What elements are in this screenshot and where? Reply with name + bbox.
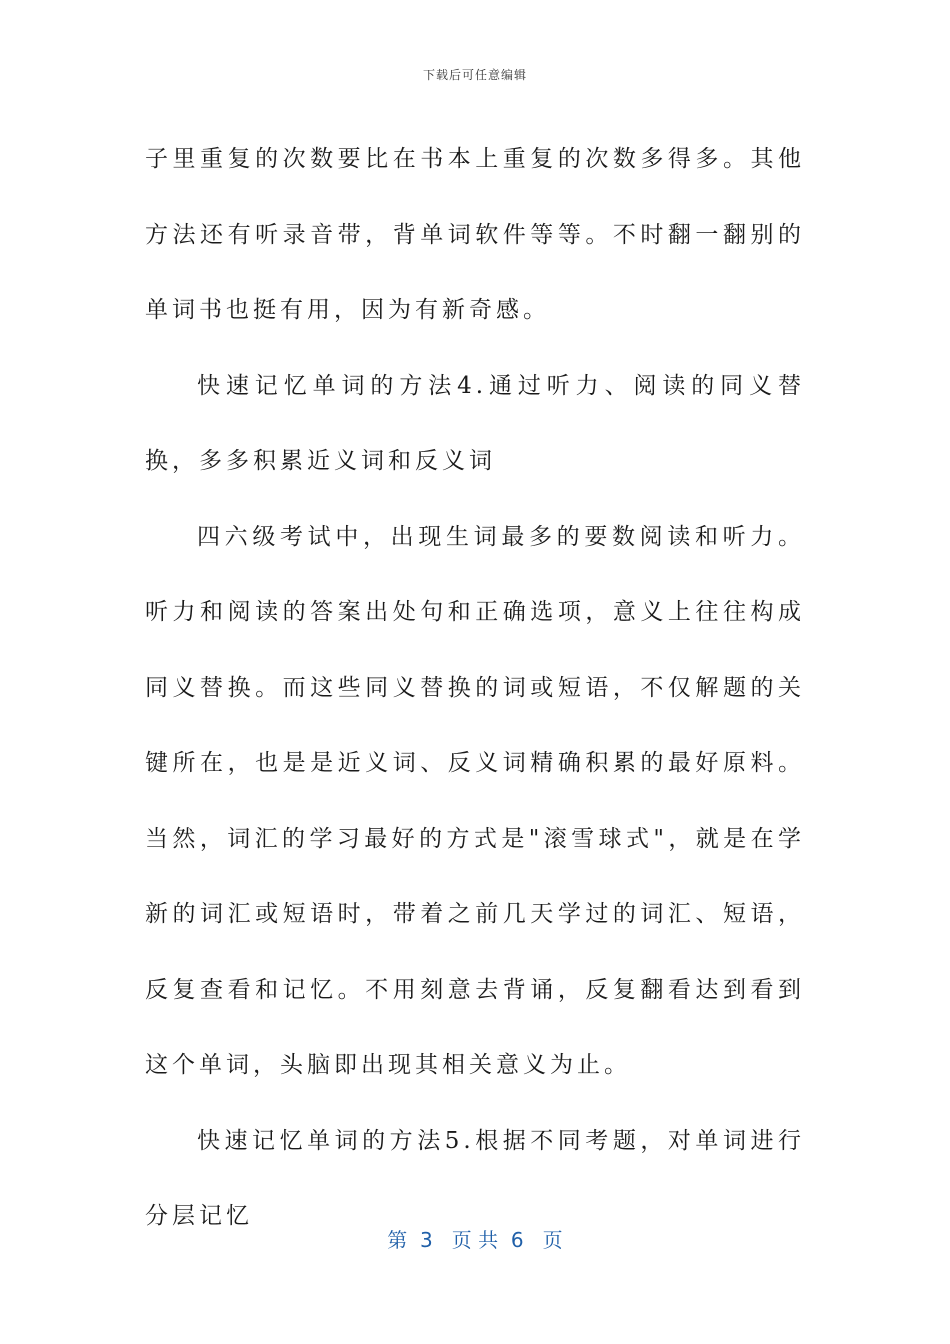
page-header-note: 下载后可任意编辑 [422,68,527,82]
paragraph-2: 快速记忆单词的方法4.通过听力、阅读的同义替换，多多积累近义词和反义词 [145,372,805,474]
paragraph-1: 子里重复的次数要比在书本上重复的次数多得多。其他方法还有听录音带，背单词软件等等。不时翻一翻别的单词书也挺有用，因为有新奇感。 [145,146,805,323]
page-number-footer: 第 3 页 共 6 页 [387,1228,563,1252]
document-body [145,122,805,1255]
paragraph-4: 快速记忆单词的方法5.根据不同考题，对单词进行分层记忆 [145,1127,805,1229]
paragraph-3: 四六级考试中，出现生词最多的要数阅读和听力。听力和阅读的答案出处句和正确选项，意义上往往构成同义替换。而这些同义替换的词或短语，不仅解题的关键所在，也是是近义词、反义词精确积累的最好原料。当然，词汇的学习最好的方式是"滚雪球式"，就是在学新的词汇或短语时，带着之前几天学过的词汇、短语，反复查看和记忆。不用刻意去背诵，反复翻看达到看到这个单词，头脑即出现其相关意义为止。 [145,523,805,1078]
